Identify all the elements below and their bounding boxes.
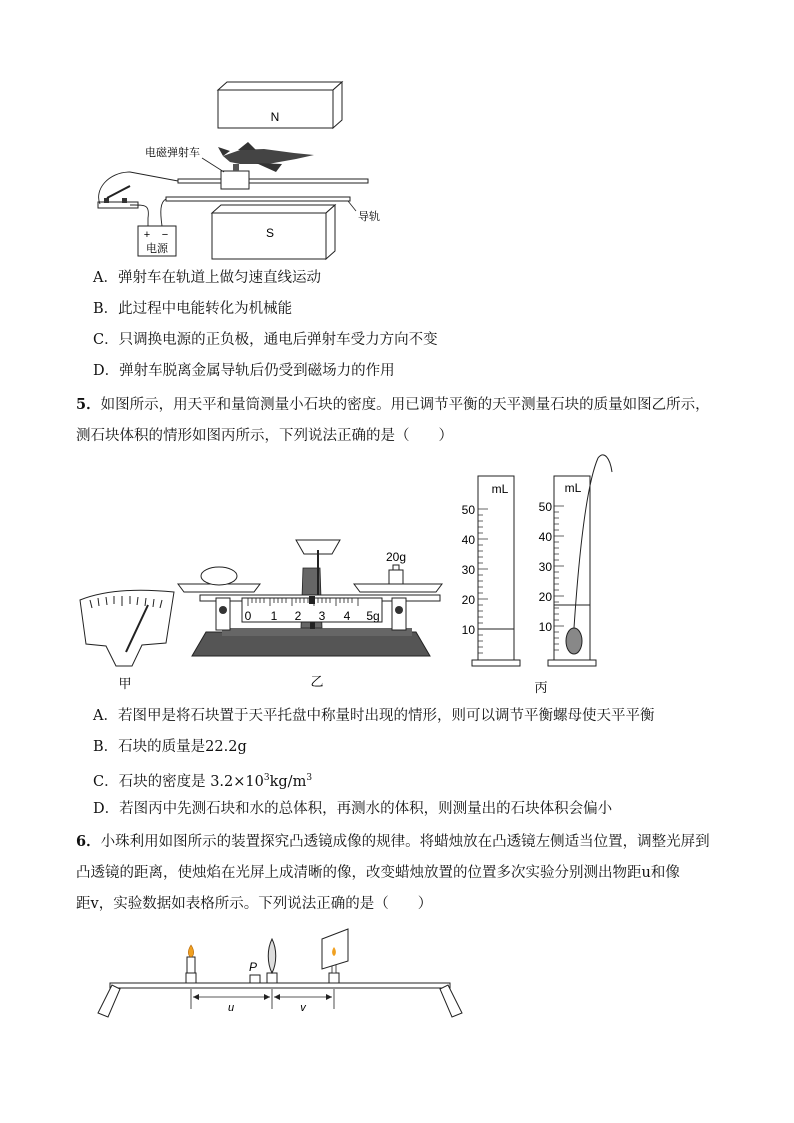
- svg-text:4: 4: [343, 609, 351, 623]
- point-p-marker: [249, 960, 260, 983]
- stone-in-cylinder: [566, 628, 582, 654]
- rail-upper: [178, 179, 368, 183]
- svg-text:20: 20: [461, 593, 475, 607]
- svg-text:5g: 5g: [366, 609, 380, 623]
- svg-text:10: 10: [461, 623, 475, 637]
- svg-text:mL: mL: [564, 481, 582, 495]
- stone: [201, 567, 237, 585]
- svg-text:30: 30: [538, 560, 552, 574]
- catapult-figure: [90, 80, 430, 265]
- candle-icon: [186, 945, 196, 983]
- power-supply: [138, 226, 176, 256]
- rail-lower: [166, 197, 350, 201]
- svg-text:2: 2: [294, 609, 302, 623]
- svg-text:0: 0: [244, 609, 252, 623]
- svg-text:50: 50: [461, 503, 475, 517]
- label-bing: 丙: [534, 680, 548, 695]
- optical-bench-figure: [90, 925, 470, 1025]
- svg-text:40: 40: [461, 533, 475, 547]
- q6-stem-line2: 凸透镜的距离，使烛焰在光屏上成清晰的像，改变蜡烛放置的位置多次实验分别测出物距u和像: [76, 865, 680, 881]
- magnet-s: [212, 205, 335, 259]
- q6-stem-line3: 距v，实验数据如表格所示。下列说法正确的是（ ）: [76, 896, 433, 912]
- q5-option-b: B．石块的质量是22.2g: [93, 739, 247, 755]
- rail-label: 导轨: [358, 211, 380, 223]
- v-label: v: [300, 1002, 306, 1014]
- q6-number: 6．: [76, 833, 101, 850]
- svg-text:3: 3: [318, 609, 326, 623]
- q5-option-c: C．石块的密度是 $3.2\times 10^3kg/m^3$: [93, 773, 313, 790]
- svg-text:P: P: [248, 960, 258, 974]
- svg-text:N: N: [270, 110, 280, 124]
- q4-option-a: A．弹射车在轨道上做匀速直线运动: [93, 270, 321, 286]
- magnet-n: [218, 82, 342, 128]
- svg-text:10: 10: [538, 620, 552, 634]
- balance-figure: [70, 448, 630, 700]
- svg-text:电源: 电源: [146, 243, 168, 255]
- label-yi: 乙: [310, 674, 324, 689]
- q5-stem-line2: 测石块体积的情形如图丙所示，下列说法正确的是（ ）: [76, 428, 453, 444]
- rider: [309, 596, 315, 604]
- cylinder-water: [462, 476, 520, 666]
- q4-option-c: C．只调换电源的正负极，通电后弹射车受力方向不变: [93, 332, 438, 348]
- pointer-dial: [80, 590, 174, 666]
- lens-icon: [267, 939, 277, 983]
- cylinder-stone: [539, 455, 612, 666]
- catapult-car: [221, 171, 249, 189]
- q5-stem-line1: 5．如图所示，用天平和量筒测量小石块的密度。用已调节平衡的天平测量石块的质量如图乙所示，: [76, 396, 710, 413]
- screen-icon: [322, 929, 348, 983]
- svg-text:S: S: [265, 226, 275, 240]
- optical-bench: [110, 983, 450, 988]
- svg-text:40: 40: [538, 530, 552, 544]
- svg-text:+: +: [143, 229, 151, 241]
- weight-20g: [389, 570, 403, 584]
- svg-text:20: 20: [538, 590, 552, 604]
- svg-text:mL: mL: [491, 482, 509, 496]
- svg-text:30: 30: [461, 563, 475, 577]
- svg-text:−: −: [161, 229, 169, 241]
- car-label: 电磁弹射车: [145, 147, 200, 159]
- q4-option-b: B．此过程中电能转化为机械能: [93, 301, 293, 317]
- balance: [178, 540, 442, 656]
- q5-option-d: D．若图丙中先测石块和水的总体积，再测水的体积，则测量出的石块体积会偏小: [93, 801, 613, 817]
- svg-text:50: 50: [538, 500, 552, 514]
- u-label: u: [227, 1002, 235, 1014]
- q4-option-d: D．弹射车脱离金属导轨后仍受到磁场力的作用: [93, 363, 395, 379]
- q6-stem-line1: 6．小珠利用如图所示的装置探究凸透镜成像的规律。将蜡烛放在凸透镜左侧适当位置，调整光屏到: [76, 833, 710, 850]
- label-jia: 甲: [118, 676, 132, 691]
- q5-option-a: A．若图甲是将石块置于天平托盘中称量时出现的情形，则可以调节平衡螺母使天平平衡: [93, 708, 655, 724]
- jet-icon: [218, 142, 314, 172]
- q5-number: 5．: [76, 396, 101, 413]
- weight-label: 20g: [385, 550, 407, 564]
- svg-text:1: 1: [270, 609, 278, 623]
